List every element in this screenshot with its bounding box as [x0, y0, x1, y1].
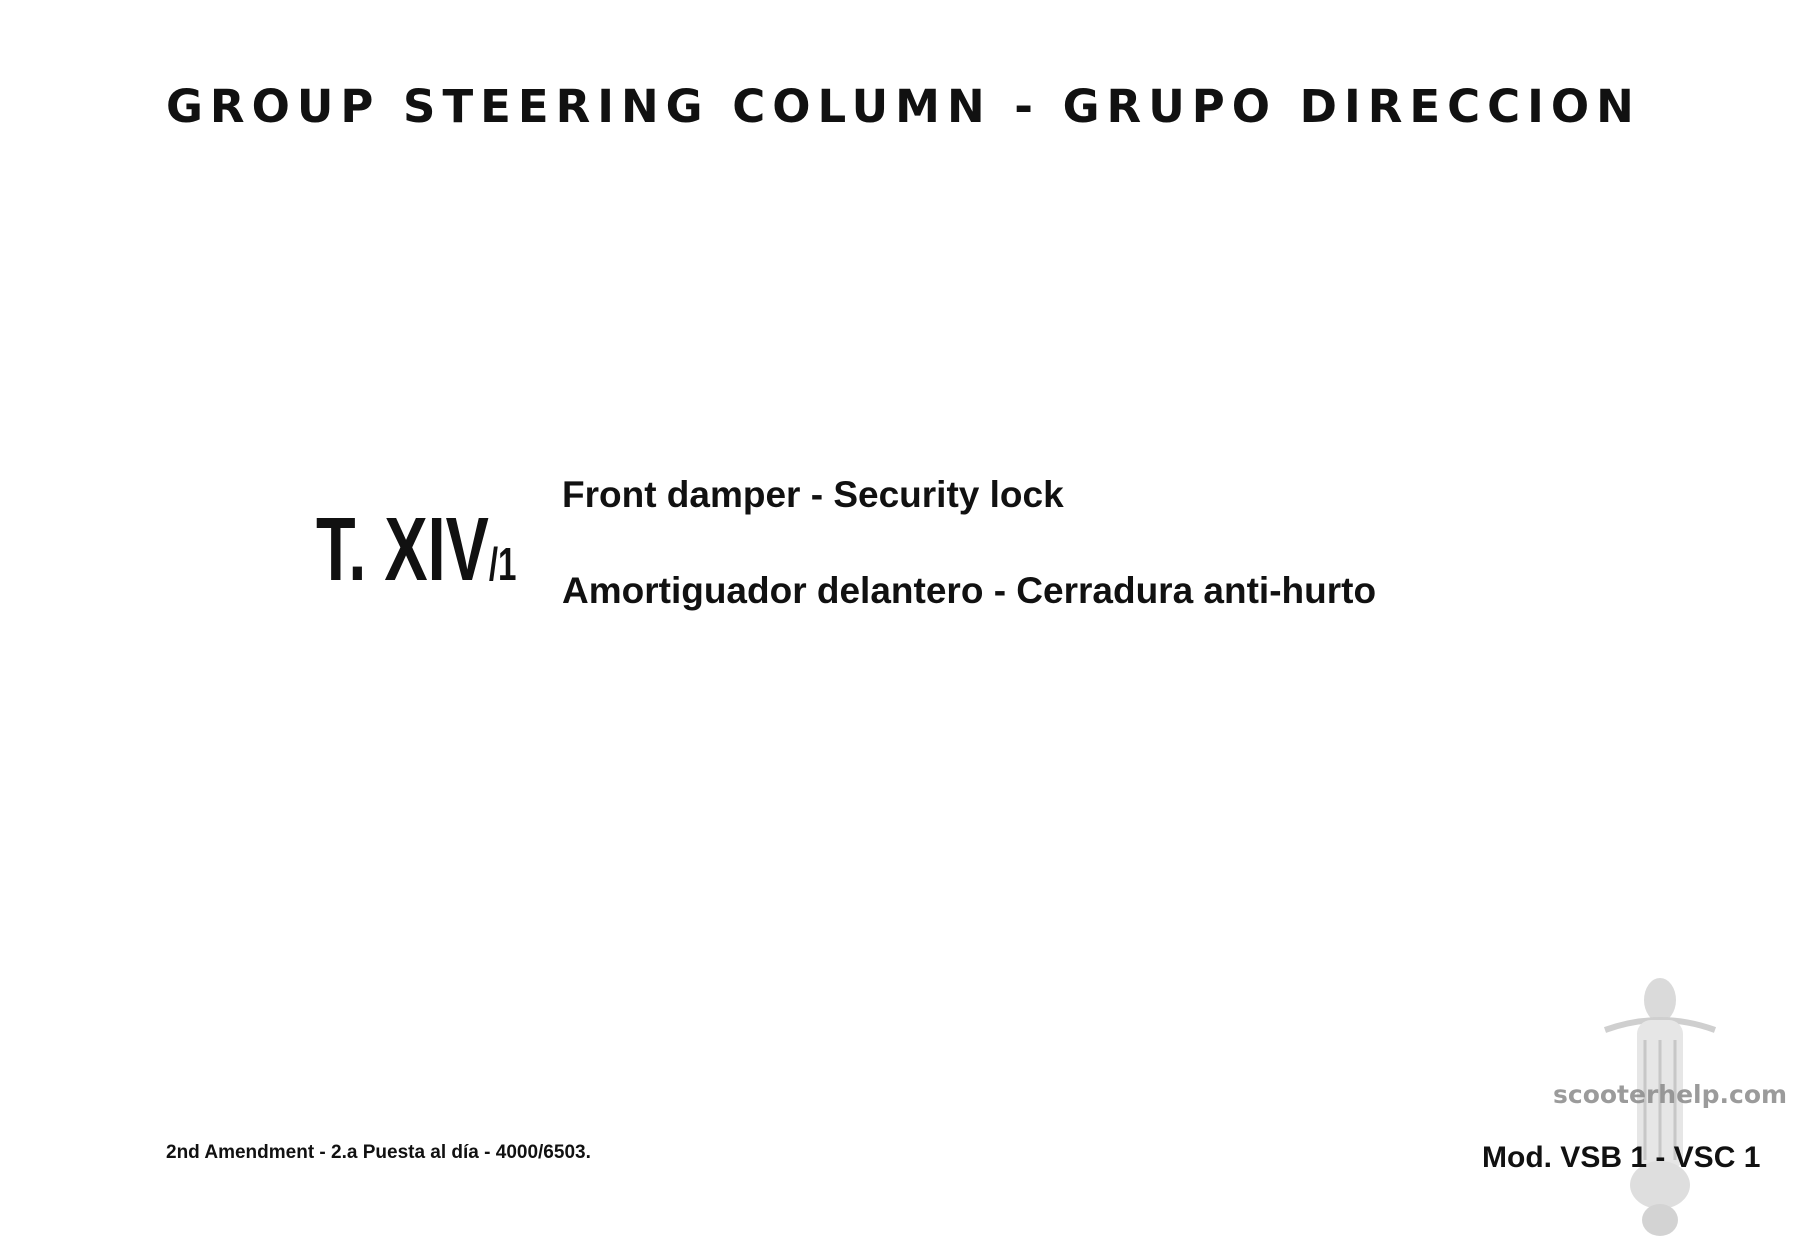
table-number-sub: /1	[488, 538, 517, 590]
watermark-site: scooterhelp.com	[1553, 1080, 1788, 1109]
description-english: Front damper - Security lock	[562, 474, 1064, 515]
amendment-note: 2nd Amendment - 2.a Puesta al día - 4000/6503.	[166, 1142, 591, 1163]
description-spanish: Amortiguador delantero - Cerradura anti-hurto	[562, 570, 1377, 611]
group-title: GROUP STEERING COLUMN - GRUPO DIRECCION	[166, 80, 1641, 133]
table-number-main: T. XIV	[316, 500, 489, 600]
model-label: Mod. VSB 1 - VSC 1	[1482, 1141, 1761, 1174]
table-number	[316, 500, 517, 600]
